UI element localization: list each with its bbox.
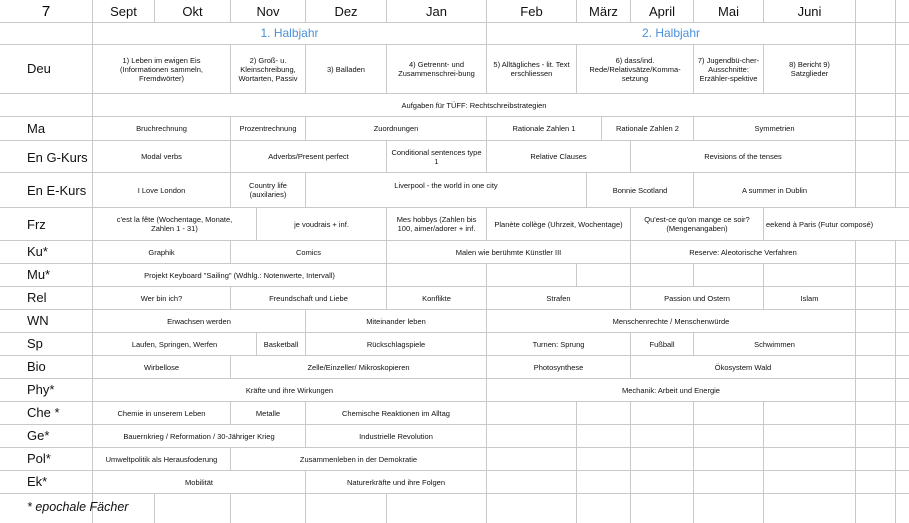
bio-unit-4: Ökosystem Wald bbox=[630, 355, 855, 378]
che-unit-1: Chemie in unserem Leben bbox=[92, 401, 230, 424]
subject-ek: Ek* bbox=[27, 473, 48, 489]
month-jan: Jan bbox=[386, 0, 486, 22]
pol-unit-2: Zusammenleben in der Demokratie bbox=[230, 447, 486, 470]
subject-deu: Deu bbox=[27, 60, 51, 76]
pol-unit-1: Umweltpolitik als Herausfoderung bbox=[92, 447, 230, 470]
frz-unit-1: c'est la fête (Wochentage, Monate, Zahlen 1 - 31) bbox=[92, 207, 256, 240]
month-okt: Okt bbox=[154, 0, 230, 22]
rel-unit-3: Konflikte bbox=[386, 286, 486, 309]
month-feb: Feb bbox=[486, 0, 576, 22]
eng-unit-3: Conditional sentences type 1 bbox=[386, 140, 486, 172]
frz-unit-3: Mes hobbys (Zahlen bis 100, aimer/adorer + inf. bbox=[386, 207, 486, 240]
rel-unit-2: Freundschaft und Liebe bbox=[230, 286, 386, 309]
rel-unit-5: Passion und Ostern bbox=[630, 286, 763, 309]
month-mai: Mai bbox=[693, 0, 763, 22]
half-year-2: 2. Halbjahr bbox=[486, 22, 855, 44]
subject-mu: Mu* bbox=[27, 266, 51, 282]
subject-phy: Phy* bbox=[27, 381, 55, 397]
month-nov: Nov bbox=[230, 0, 305, 22]
eng-unit-5: Revisions of the tenses bbox=[630, 140, 855, 172]
subject-ku: Ku* bbox=[27, 243, 48, 259]
subject-bio: Bio bbox=[27, 358, 46, 374]
grid-line bbox=[0, 493, 909, 494]
ene-unit-3: Liverpool - the world in one city bbox=[305, 172, 586, 207]
subject-ge: Ge* bbox=[27, 427, 50, 443]
che-unit-3: Chemische Reaktionen im Alltag bbox=[305, 401, 486, 424]
deu-tuff: Aufgaben für TÜFF: Rechtschreibstrategien bbox=[92, 93, 855, 116]
wn-unit-1: Erwachsen werden bbox=[92, 309, 305, 332]
ku-unit-2: Comics bbox=[230, 240, 386, 263]
deu-unit-5: 5) Alltägliches - lit. Text erschliessen bbox=[486, 44, 576, 93]
frz-unit-4: Planète collège (Uhrzeit, Wochentage) bbox=[486, 207, 630, 240]
ku-unit-3: Malen wie berühmte Künstler III bbox=[386, 240, 630, 263]
ene-unit-2: Country life (auxilaries) bbox=[230, 172, 305, 207]
month-april: April bbox=[630, 0, 693, 22]
ma-unit-3: Zuordnungen bbox=[305, 116, 486, 140]
subject-rel: Rel bbox=[27, 289, 47, 305]
month-dez: Dez bbox=[305, 0, 386, 22]
deu-unit-1: 1) Leben im ewigen Eis (Informationen sammeln, Fremdwörter) bbox=[92, 44, 230, 93]
mu-unit-1: Projekt Keyboard "Sailing" (Wdhlg.: Notenwerte, Intervall) bbox=[92, 263, 386, 286]
deu-unit-6: 6) dass/ind. Rede/Relativsätze/Komma-setzung bbox=[576, 44, 693, 93]
half-year-1: 1. Halbjahr bbox=[92, 22, 486, 44]
sp-unit-5: Fußball bbox=[630, 332, 693, 355]
ene-unit-5: A summer in Dublin bbox=[693, 172, 855, 207]
month-maerz: März bbox=[576, 0, 630, 22]
sp-unit-2: Basketball bbox=[256, 332, 305, 355]
sp-unit-1: Laufen, Springen, Werfen bbox=[92, 332, 256, 355]
ene-unit-1: I Love London bbox=[92, 172, 230, 207]
ma-unit-5: Rationale Zahlen 2 bbox=[601, 116, 693, 140]
ma-unit-2: Prozentrechnung bbox=[230, 116, 305, 140]
deu-unit-2: 2) Groß- u. Kleinschreibung, Wortarten, Passiv bbox=[230, 44, 305, 93]
month-sept: Sept bbox=[92, 0, 154, 22]
grid-line bbox=[895, 0, 896, 523]
subject-ma: Ma bbox=[27, 120, 46, 136]
deu-unit-3: 3) Balladen bbox=[305, 44, 386, 93]
subject-frz: Frz bbox=[27, 216, 46, 232]
rel-unit-6: Islam bbox=[763, 286, 855, 309]
wn-unit-3: Menschenrechte / Menschenwürde bbox=[486, 309, 855, 332]
ku-unit-4: Reserve: Aleotorische Verfahren bbox=[630, 240, 855, 263]
grid-line bbox=[855, 0, 856, 523]
ek-unit-1: Mobilität bbox=[92, 470, 305, 493]
eng-unit-4: Relative Clauses bbox=[486, 140, 630, 172]
ma-unit-6: Symmetrien bbox=[693, 116, 855, 140]
sp-unit-4: Turnen: Sprung bbox=[486, 332, 630, 355]
footnote: * epochale Fächer bbox=[27, 500, 129, 514]
bio-unit-2: Zelle/Einzeller/ Mikroskopieren bbox=[230, 355, 486, 378]
subject-en-g: En G-Kurs bbox=[27, 149, 88, 165]
subject-sp: Sp bbox=[27, 335, 43, 351]
ma-unit-1: Bruchrechnung bbox=[92, 116, 230, 140]
eng-unit-2: Adverbs/Present perfect bbox=[230, 140, 386, 172]
ene-unit-4: Bonnie Scotland bbox=[586, 172, 693, 207]
ek-unit-2: Naturerkräfte und ihre Folgen bbox=[305, 470, 486, 493]
deu-unit-8: 8) Bericht 9) Satzglieder bbox=[763, 44, 855, 93]
month-juni: Juni bbox=[763, 0, 855, 22]
subject-che: Che * bbox=[27, 404, 60, 420]
eng-unit-1: Modal verbs bbox=[92, 140, 230, 172]
deu-unit-4: 4) Getrennt- und Zusammenschrei-bung bbox=[386, 44, 486, 93]
phy-unit-1: Kräfte und ihre Wirkungen bbox=[92, 378, 486, 401]
frz-unit-2: je voudrais + inf. bbox=[256, 207, 386, 240]
deu-unit-7: 7) Jugendbü-cher-Ausschnitte: Erzähler-spektive bbox=[693, 44, 763, 93]
sp-unit-3: Rückschlagspiele bbox=[305, 332, 486, 355]
ge-unit-1: Bauernkrieg / Reformation / 30-Jähriger Krieg bbox=[92, 424, 305, 447]
grade-label: 7 bbox=[41, 2, 51, 20]
frz-unit-5: Qu'est-ce qu'on mange ce soir? (Mengenangaben) bbox=[630, 207, 763, 240]
wn-unit-2: Miteinander leben bbox=[305, 309, 486, 332]
subject-wn: WN bbox=[27, 312, 49, 328]
bio-unit-3: Photosynthese bbox=[486, 355, 630, 378]
frz-unit-6: eekend à Paris (Futur composé) bbox=[763, 207, 909, 240]
ku-unit-1: Graphik bbox=[92, 240, 230, 263]
rel-unit-1: Wer bin ich? bbox=[92, 286, 230, 309]
rel-unit-4: Strafen bbox=[486, 286, 630, 309]
sp-unit-6: Schwimmen bbox=[693, 332, 855, 355]
subject-pol: Pol* bbox=[27, 450, 51, 466]
bio-unit-1: Wirbellose bbox=[92, 355, 230, 378]
ma-unit-4: Rationale Zahlen 1 bbox=[486, 116, 601, 140]
che-unit-2: Metalle bbox=[230, 401, 305, 424]
subject-en-e: En E-Kurs bbox=[27, 182, 87, 198]
phy-unit-2: Mechanik: Arbeit und Energie bbox=[486, 378, 855, 401]
ge-unit-2: Industrielle Revolution bbox=[305, 424, 486, 447]
